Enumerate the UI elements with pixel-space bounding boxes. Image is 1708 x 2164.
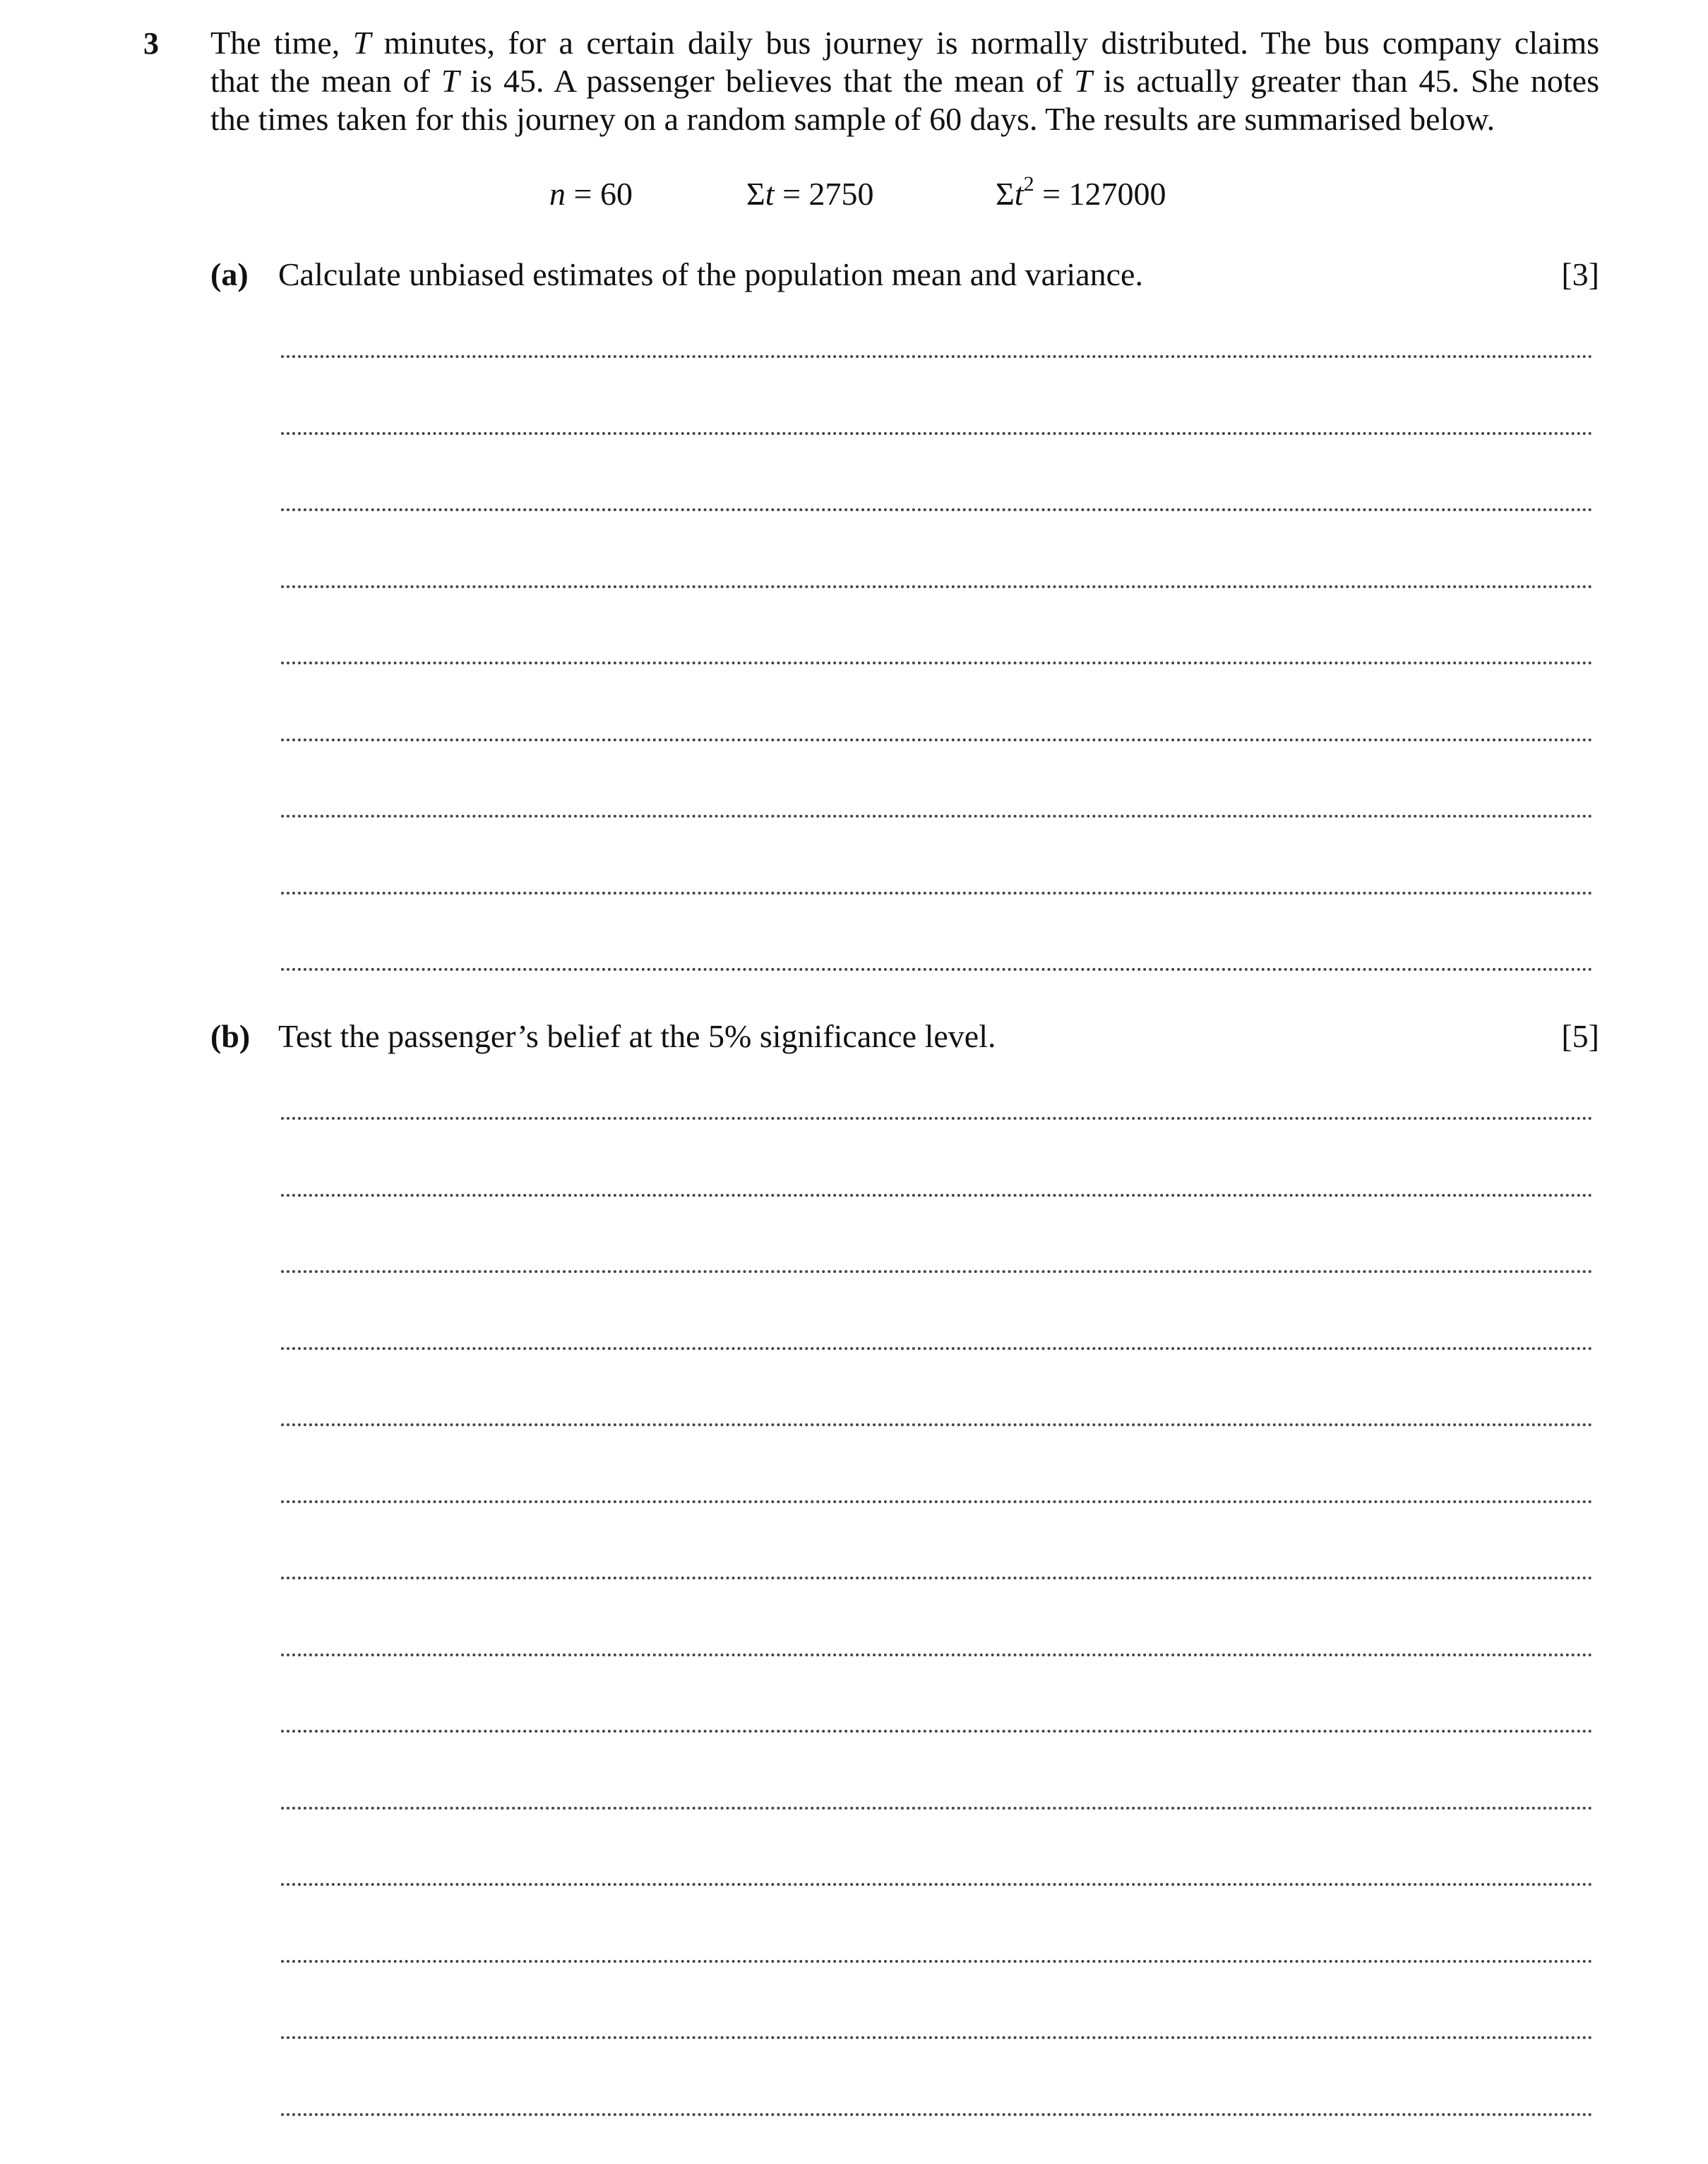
answer-line[interactable] [281,585,1593,588]
answer-line[interactable] [281,2036,1593,2039]
answer-line[interactable] [281,355,1593,358]
answer-line[interactable] [281,1577,1593,1579]
question-number: 3 [143,26,159,61]
stem-line: that the mean of T is 45. A passenger believes that the mean of T is actually greater than 45. She notes [210,63,1599,99]
answer-line[interactable] [281,1194,1593,1197]
answer-line[interactable] [281,739,1593,741]
part-b-label: (b) [210,1018,251,1054]
answer-line[interactable] [281,1807,1593,1810]
answer-line[interactable] [281,1500,1593,1503]
part-b-marks: [5] [1561,1018,1599,1054]
answer-line[interactable] [281,968,1593,971]
answer-line[interactable] [281,662,1593,664]
answer-line[interactable] [281,1347,1593,1350]
summary-sum-t-squared: $\Sigma t^2 = 127000$ [996,172,1166,212]
answer-line[interactable] [281,2113,1593,2116]
answer-line[interactable] [281,1270,1593,1273]
stem-line: The time, T minutes, for a certain daily bus journey is normally distributed. The bus company claims [210,25,1600,61]
answer-line[interactable] [281,1654,1593,1656]
answer-line[interactable] [281,1117,1593,1120]
answer-line[interactable] [281,1730,1593,1733]
part-b-text: Test the passenger’s belief at the 5% significance level. [278,1018,996,1054]
part-a-marks: [3] [1561,256,1599,292]
answer-line[interactable] [281,1883,1593,1886]
question-stem [210,24,1599,138]
answer-line[interactable] [281,1423,1593,1426]
part-a-text: Calculate unbiased estimates of the population mean and variance. [278,256,1143,292]
answer-line[interactable] [281,1960,1593,1963]
summary-n: n = 60 [549,176,633,212]
answer-line[interactable] [281,508,1593,511]
answer-line[interactable] [281,432,1593,435]
summary-sum-t: Σt = 2750 [746,176,874,212]
answer-line[interactable] [281,815,1593,818]
answer-line[interactable] [281,892,1593,895]
part-a-label: (a) [210,256,249,292]
stem-line: the times taken for this journey on a random sample of 60 days. The results are summarised below. [210,101,1495,137]
